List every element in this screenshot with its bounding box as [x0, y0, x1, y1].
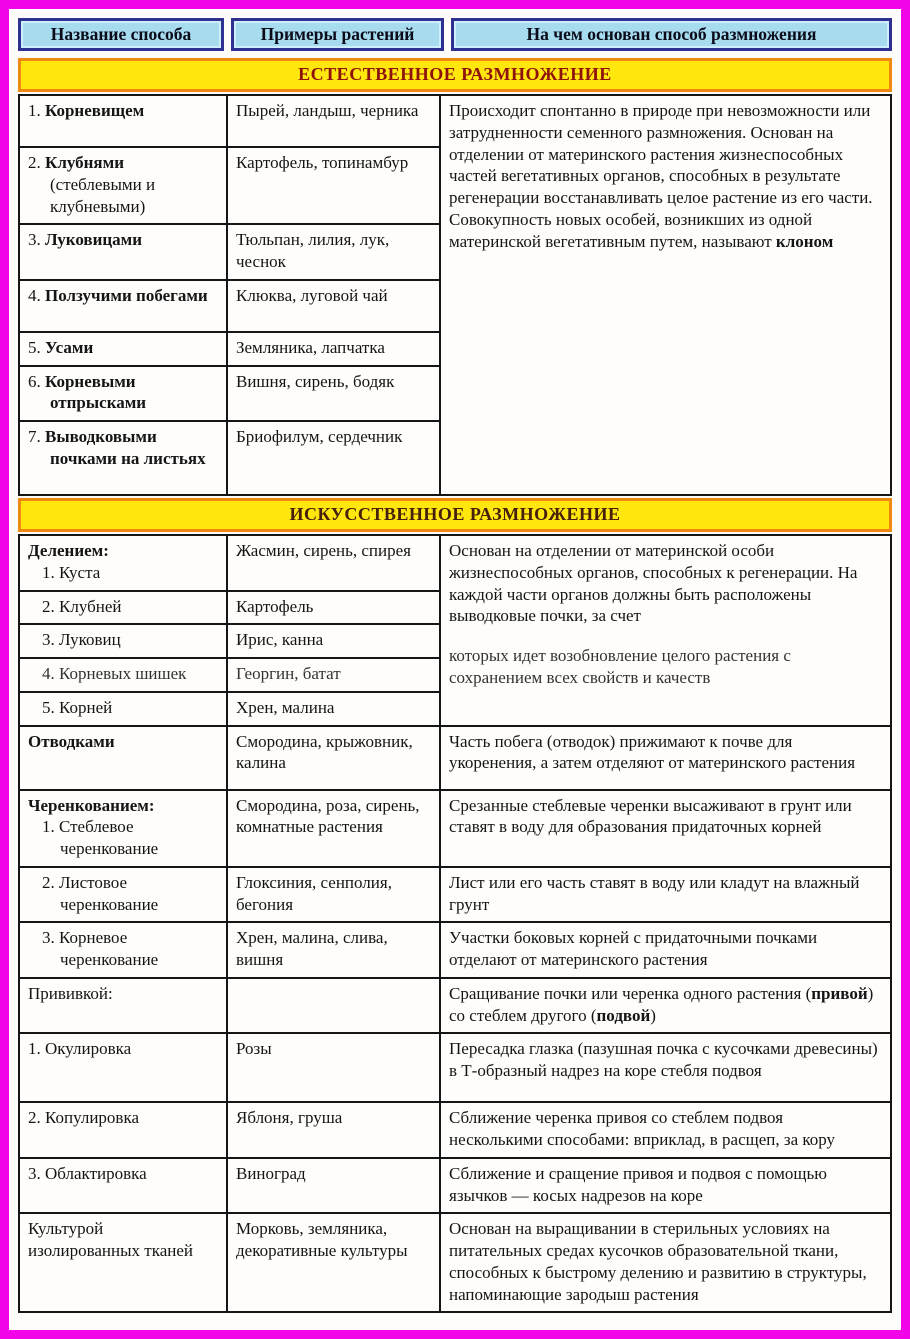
table-row-plants: Пырей, ландыш, черника — [226, 96, 439, 146]
header-method-basis: На чем основан способ размножения — [451, 18, 892, 51]
table-row-description: Срезанные стеблевые черенки высаживают в грунт или ставят в воду для образования придаточных корней — [439, 789, 890, 866]
table-row-method: 3. Облактировка — [20, 1157, 226, 1213]
scion-term: привой — [811, 983, 868, 1003]
table-row-plants: Смородина, крыжовник, калина — [226, 725, 439, 789]
artificial-section-banner: ИСКУССТВЕННОЕ РАЗМНОЖЕНИЕ — [18, 498, 892, 532]
table-row-plants: Бриофилум, сердечник — [226, 420, 439, 494]
table-row-plants: Картофель — [226, 590, 439, 624]
header-plant-examples: Примеры растений — [231, 18, 444, 51]
division-description-part2: которых идет возобновление целого растения с сохранением всех свойств и качеств — [449, 646, 791, 687]
table-row-plants: Глоксиния, сенполия, бегония — [226, 866, 439, 922]
table-row-description: Участки боковых корней с придаточными почками отделают от материнского растения — [439, 921, 890, 977]
table-row-description: Основан на выращивании в стерильных условиях на питательных средах кусочков образовательной ткани, способных к быстрому делению и развитию в структуры, напоминающие зародыш растения — [439, 1212, 890, 1311]
rootstock-term: подвой — [596, 1005, 651, 1025]
table-row-method: 3. Луковицами — [20, 223, 226, 279]
table-row-method: Отводками — [20, 725, 226, 789]
table-row-method: 5. Корней — [20, 691, 226, 725]
table-row-description: Сближение и сращение привоя и подвоя с помощью язычков — косых надрезов на коре — [439, 1157, 890, 1213]
table-row-method: Черенкованием: 1. Стеблевое черенкование — [20, 789, 226, 866]
table-row-plants: Земляника, лапчатка — [226, 331, 439, 365]
table-row-plants: Ирис, канна — [226, 623, 439, 657]
table-row-method: Культурой изолированных тканей — [20, 1212, 226, 1311]
table-row-description: Пересадка глазка (пазушная почка с кусочками древесины) в Т-образный надрез на коре стебля подвоя — [439, 1032, 890, 1101]
table-row-method: Прививкой: — [20, 977, 226, 1033]
clone-term: клоном — [775, 231, 834, 251]
table-row-plants: Хрен, малина, слива, вишня — [226, 921, 439, 977]
table-row-plants: Смородина, роза, сирень, комнатные растения — [226, 789, 439, 866]
table-row-plants: Хрен, малина — [226, 691, 439, 725]
table-row-method: 3. Луковиц — [20, 623, 226, 657]
table-row-method: 5. Усами — [20, 331, 226, 365]
division-description-part1: Основан на отделении от материнской особи жизнеспособных органов, способных к регенерации. На каждой части органов должны быть расположены выводковые почки, за счет — [449, 541, 858, 626]
natural-description-text: Происходит спонтанно в природе при невозможности или затрудненности семенного размножения. Основан на отделении от материнского растения жизнеспособных частей вегетативных органов, способных в результате регенерации восстанавливать целое растение из его части. Совокупность новых особей, возникших из одной материнской вегетативным путем, называют клоном — [449, 101, 873, 251]
table-row-plants: Вишня, сирень, бодяк — [226, 365, 439, 421]
artificial-section-table — [18, 534, 892, 1313]
natural-section-banner: ЕСТЕСТВЕННОЕ РАЗМНОЖЕНИЕ — [18, 58, 892, 92]
table-row-method: 2. Копулировка — [20, 1101, 226, 1157]
division-description-cell — [439, 536, 890, 725]
table-row-plants: Морковь, земляника, декоративные культуры — [226, 1212, 439, 1311]
table-row-method: 2. Клубнями (стеблевыми и клубневыми) — [20, 146, 226, 223]
table-row-method: 7. Выводковыми почками на листьях — [20, 420, 226, 494]
table-row-plants: Клюква, луговой чай — [226, 279, 439, 331]
natural-description-cell — [439, 96, 890, 494]
natural-section-table — [18, 94, 892, 496]
table-row-method: 3. Корневое черенкование — [20, 921, 226, 977]
table-row-plants: Жасмин, сирень, спирея — [226, 536, 439, 590]
table-row-description: Лист или его часть ставят в воду или кладут на влажный грунт — [439, 866, 890, 922]
table-row-description: Сближение черенка привоя со стеблем подвоя несколькими способами: вприклад, в расщеп, за кору — [439, 1101, 890, 1157]
table-row-plants: Розы — [226, 1032, 439, 1101]
table-row-method: 6. Корневыми отпрысками — [20, 365, 226, 421]
header-method-name: Название способа — [18, 18, 224, 51]
table-row-description: Часть побега (отводок) прижимают к почве для укоренения, а затем отделяют от материнского растения — [439, 725, 890, 789]
table-row-plants: Георгин, батат — [226, 657, 439, 691]
table-row-method: 1. Окулировка — [20, 1032, 226, 1101]
grafting-description-cell: Сращивание почки или черенка одного растения (привой) со стеблем другого (подвой) — [439, 977, 890, 1033]
table-row-plants: Тюльпан, лилия, лук, чеснок — [226, 223, 439, 279]
table-row-method: 4. Корневых шишек — [20, 657, 226, 691]
table-header-row — [18, 18, 892, 51]
table-row-plants: Картофель, топинамбур — [226, 146, 439, 223]
table-row-method: 4. Ползучими побегами — [20, 279, 226, 331]
table-row-method: 2. Листовое черенкование — [20, 866, 226, 922]
table-row-plants — [226, 977, 439, 1033]
table-row-plants: Виноград — [226, 1157, 439, 1213]
table-row-method: 1. Корневищем — [28, 101, 145, 120]
table-row-method: 2. Клубней — [20, 590, 226, 624]
table-row-plants: Яблоня, груша — [226, 1101, 439, 1157]
table-row-method: Делением: 1. Куста — [28, 541, 109, 582]
